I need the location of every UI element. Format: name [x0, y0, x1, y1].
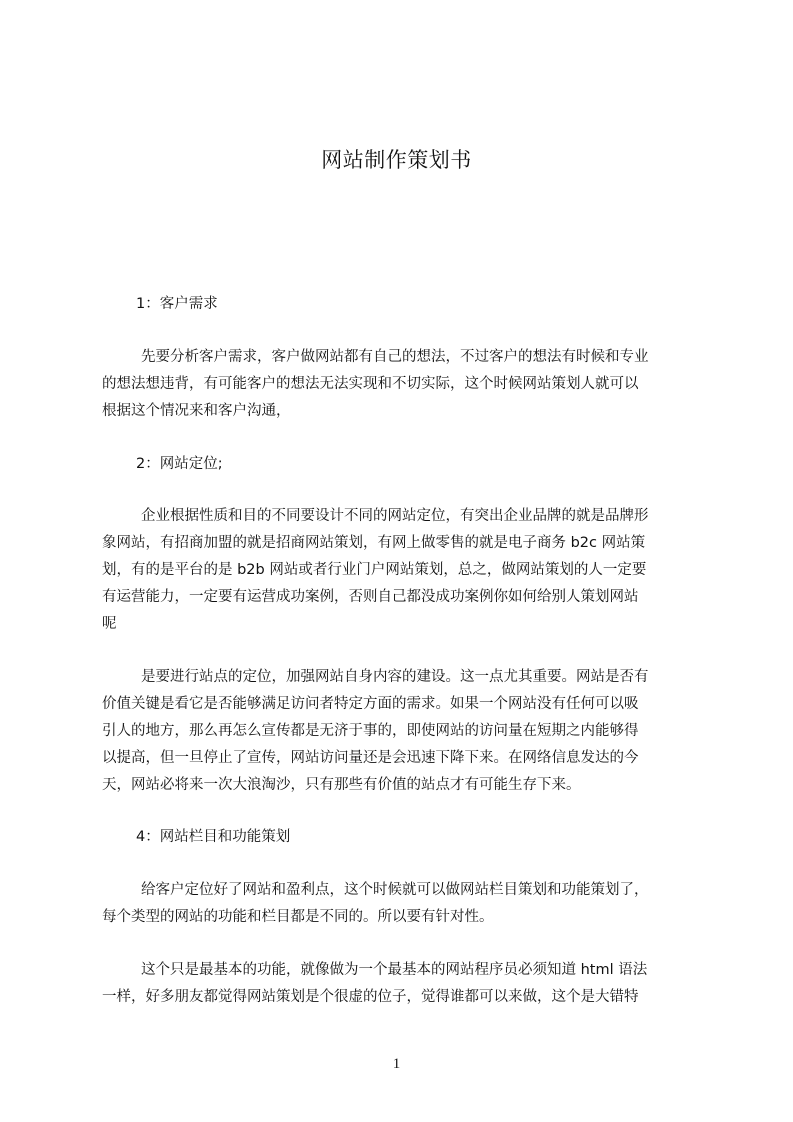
paragraph-line: 的想法想违背，有可能客户的想法无法实现和不切实际，这个时候网站策划人就可以 [102, 376, 639, 392]
section-heading-customer-needs: 1：客户需求 [136, 296, 218, 312]
paragraph-line: 价值关键是看它是否能够满足访问者特定方面的需求。如果一个网站没有任何可以吸 [102, 696, 639, 712]
paragraph-line: 天，网站必将来一次大浪淘沙，只有那些有价值的站点才有可能生存下来。 [102, 777, 581, 793]
paragraph-line: 象网站，有招商加盟的就是招商网站策划，有网上做零售的就是电子商务 b2c 网站策 [102, 535, 646, 551]
paragraph-line: 是要进行站点的定位，加强网站自身内容的建设。这一点尤其重要。网站是否有 [141, 669, 649, 685]
paragraph-line: 根据这个情况来和客户沟通， [102, 403, 291, 419]
paragraph-line: 给客户定位好了网站和盈利点，这个时候就可以做网站栏目策划和功能策划了， [141, 882, 649, 898]
page-number: 1 [392, 1056, 401, 1072]
paragraph-line: 划，有的是平台的是 b2b 网站或者行业门户网站策划，总之，做网站策划的人一定要 [102, 562, 647, 578]
paragraph-line: 这个只是最基本的功能，就像做为一个最基本的网站程序员必须知道 html 语法 [141, 962, 648, 978]
paragraph-line: 一样，好多朋友都觉得网站策划是个很虚的位子，觉得谁都可以来做，这个是大错特 [102, 989, 639, 1005]
paragraph-line: 以提高，但一旦停止了宣传，网站访问量还是会迅速下降下来。在网络信息发达的今 [102, 750, 639, 766]
paragraph-line: 企业根据性质和目的不同要设计不同的网站定位，有突出企业品牌的就是品牌形 [141, 508, 649, 524]
paragraph-line: 引人的地方，那么再怎么宣传都是无济于事的，即使网站的访问量在短期之内能够得 [102, 723, 639, 739]
section-heading-website-positioning: 2：网站定位; [136, 456, 223, 472]
section-heading-columns-and-features: 4：网站栏目和功能策划 [136, 829, 291, 845]
document-title: 网站制作策划书 [321, 148, 472, 172]
paragraph-line: 先要分析客户需求，客户做网站都有自己的想法，不过客户的想法有时候和专业 [141, 349, 649, 365]
paragraph-line: 呢 [102, 616, 117, 632]
paragraph-line: 每个类型的网站的功能和栏目都是不同的。所以要有针对性。 [102, 909, 494, 925]
paragraph-line: 有运营能力，一定要有运营成功案例，否则自己都没成功案例你如何给别人策划网站 [102, 589, 639, 605]
